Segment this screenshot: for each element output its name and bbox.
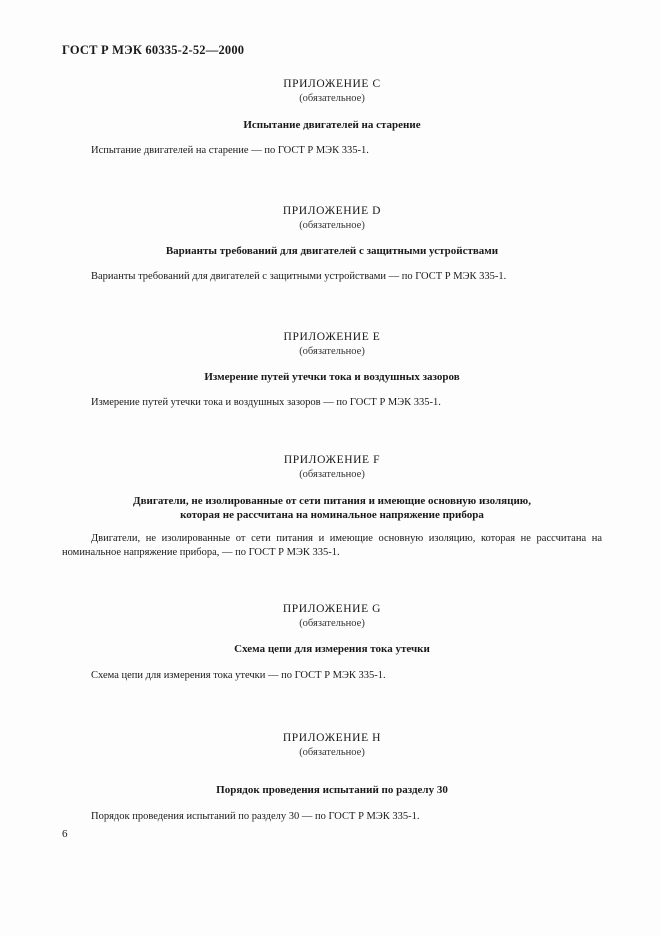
annex-heading-line-1: Двигатели, не изолированные от сети питания и имеющие основную изоляцию,	[133, 495, 531, 507]
annex-body: Двигатели, не изолированные от сети питания и имеющие основную изоляцию, которая не рассчитана на номинальное напряжение прибора, — по ГОСТ Р МЭК 335-1.	[62, 533, 602, 558]
annex-title: ПРИЛОЖЕНИЕ Е	[283, 331, 381, 343]
annex-status: (обязательное)	[299, 346, 365, 357]
annex-status: (обязательное)	[299, 220, 365, 231]
document-id: ГОСТ Р МЭК 60335-2-52—2000	[62, 43, 245, 57]
annex-title: ПРИЛОЖЕНИЕ D	[282, 205, 382, 217]
annex-d	[62, 204, 602, 284]
annex-body: Испытание двигателей на старение — по ГОСТ Р МЭК 335-1.	[91, 145, 369, 156]
annex-title: ПРИЛОЖЕНИЕ F	[283, 454, 381, 466]
annex-body: Варианты требований для двигателей с защитными устройствами — по ГОСТ Р МЭК 335-1.	[91, 271, 507, 282]
annex-c	[62, 77, 602, 158]
annex-heading: Варианты требований для двигателей с защитными устройствами	[165, 245, 499, 257]
annex-title: ПРИЛОЖЕНИЕ G	[282, 603, 382, 615]
annex-status: (обязательное)	[299, 469, 365, 480]
annex-status: (обязательное)	[299, 618, 365, 629]
page-number: 6	[62, 828, 68, 840]
annex-f	[62, 453, 602, 560]
annex-status: (обязательное)	[299, 747, 365, 758]
annex-title: ПРИЛОЖЕНИЕ Н	[282, 732, 382, 744]
annex-heading-line-2: которая не рассчитана на номинальное напряжение прибора	[180, 509, 484, 521]
annex-g	[62, 602, 602, 683]
annex-heading: Измерение путей утечки тока и воздушных зазоров	[204, 371, 460, 383]
annex-e	[62, 330, 602, 410]
annex-title: ПРИЛОЖЕНИЕ С	[283, 78, 381, 90]
annex-heading: Порядок проведения испытаний по разделу 30	[216, 784, 448, 796]
annex-body: Схема цепи для измерения тока утечки — по ГОСТ Р МЭК 335-1.	[91, 670, 386, 681]
annex-status: (обязательное)	[299, 93, 365, 104]
annex-body: Измерение путей утечки тока и воздушных зазоров — по ГОСТ Р МЭК 335-1.	[91, 397, 441, 408]
annex-body: Порядок проведения испытаний по разделу 30 — по ГОСТ Р МЭК 335-1.	[91, 811, 420, 822]
annex-heading: Испытание двигателей на старение	[243, 119, 421, 131]
annex-heading: Схема цепи для измерения тока утечки	[234, 643, 430, 655]
annex-h	[62, 731, 602, 824]
